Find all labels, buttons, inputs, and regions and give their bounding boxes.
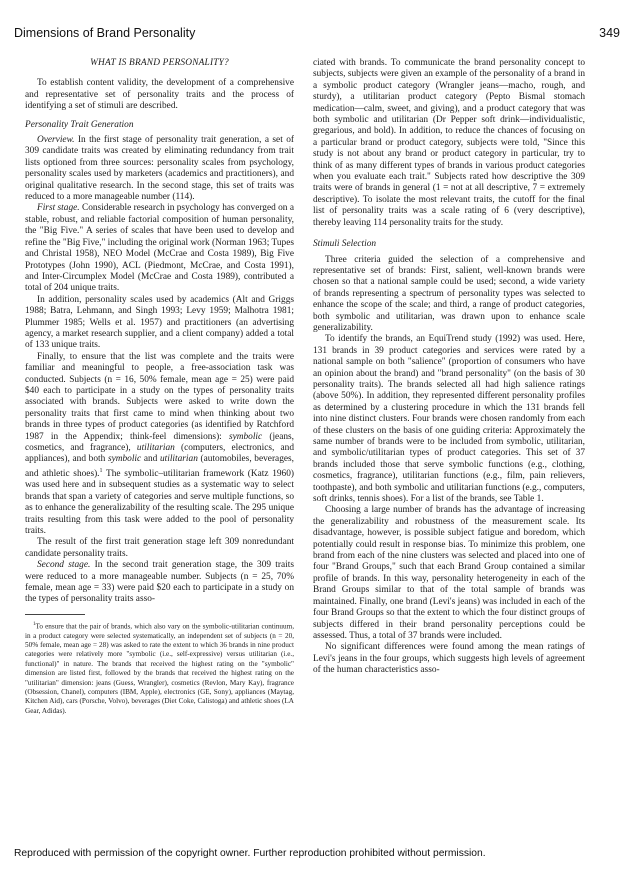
second-stage-paragraph — [25, 560, 294, 606]
left-column — [25, 58, 294, 716]
identify-paragraph: To identify the brands, an EquiTrend study (1992) was used. Here, 131 brands in 39 product categories and services were rated by a national sample on both "salience" (proportion of consumers who have an opinion about the brand) and "brand personality" (on the basis of 30 personality traits). The brands selected all had high salience ratings (above 50%). In addition, they represented different personality profiles as determined by a clustering procedure in which the 131 brands fell into nine distinct clusters. Four brands were chosen randomly from each of these clusters on the basis of one guiding criteria: Approximately the same number of brands were to be included from symbolic, utilitarian, and symbolic/utilitarian types of product categories. This set of 37 brands included those that serve symbolic functions (e.g., clothing, cosmetics, fragrance), utilitarian functions (e.g., film, pain relievers, toothpaste), and both symbolic and utilitarian functions (e.g., computers, soft drinks, tennis shoes). For a list of the brands, see Table 1. — [313, 334, 585, 505]
symbolic-term: symbolic — [228, 431, 263, 442]
page-number: 349 — [599, 26, 620, 40]
result-paragraph: The result of the first trait generation stage left 309 nonredundant candidate personality traits. — [25, 537, 294, 559]
first-stage-label: First stage. — [37, 203, 80, 214]
finally-text-b: (jeans, cosmetics, and fragrance), — [25, 431, 294, 453]
subhead-stimuli-selection: Stimuli Selection — [313, 239, 377, 250]
section-title: WHAT IS BRAND PERSONALITY? — [90, 58, 229, 68]
finally-text-f: The symbolic–utilitarian framework (Katz 1960) was used here and in subsequent studies as a systematic way to select brands that span a variety of categories and serve multiple functions, so as to enhance the generalizability of the resulting scale. The 295 unique traits resulting from this task were added to the pool of personality traits. — [25, 468, 294, 536]
overview-text: In the first stage of personality trait generation, a set of 309 candidate traits was created by eliminating redundancy from trait lists optioned from three sources: personality scales from psychology, personality scales used by marketers (academics and practitioners), and original qualitative research. In the second stage, this set of traits was reduced to a more manageable number (114). — [25, 135, 294, 203]
no-significant-paragraph: No significant differences were found among the mean ratings of Levi's jeans in the four groups, which suggests high levels of agreement of the human characteristics asso- — [313, 642, 585, 676]
overview-label: Overview. — [37, 135, 75, 146]
symbolic-term-second: symbolic — [107, 454, 142, 465]
finally-text-d: and — [141, 454, 160, 465]
second-stage-text: In the second trait generation stage, the 309 traits were reduced to a more manageable number. Subjects (n = 25, 70% female, mean age = 33) were paid $20 each to participate in a study on the types of personality traits asso- — [25, 560, 294, 605]
first-stage-text: Considerable research in psychology has converged on a stable, robust, and reliable factorial composition of human personality, the "Big Five." A series of scales that have been used to develop and refine the "Big Five," including the original work (Norman 1963; Tupes and Christal 1958), NEO Model (McCrae and Costa 1989), Big Five Prototypes (John 1990), ACL (Piedmont, McCrae, and Costa 1991), and Inter-Circumplex Model (McCrae and Costa 1989), contributed a total of 204 unique traits. — [25, 203, 294, 294]
finally-text-a: Finally, to ensure that the list was complete and the traits were familiar and meaningful to people, a free-association task was conducted. Subjects (n = 16, 50% female, mean age = 25) were paid $40 each to participate in a study on the types of personality traits associated with brands. Subjects were asked to write down the personality traits that first came to mind when thinking about two brands in three types of product categories (as identified by Ratchford 1987 in the Appendix; think-feel dimensions): — [25, 351, 294, 442]
utilitarian-term: utilitarian — [136, 443, 175, 453]
intro-paragraph: To establish content validity, the development of a comprehensive and representative set of personality traits and the process of identifying a set of stimuli are described. — [25, 78, 294, 112]
footnote-divider — [25, 614, 85, 615]
addition-paragraph: In addition, personality scales used by academics (Alt and Griggs 1988; Batra, Lehmann, and Singh 1993; Levy 1959; Malhotra 1981; Plummer 1985; Wells et al. 1957) and practitioners (an advertising agency, a market research supplier, and a client company) added a total of 133 unique traits. — [25, 294, 294, 351]
footnote-text: To ensure that the pair of brands, which also vary on the symbolic-utilitarian continuum, in a product category were selected systematically, an independent set of subjects (n = 20, 50% female, mean age = 28) was asked to rate the extent to which 36 brands in nine product categories were relatively more "symbolic (i.e., self-expressive) versus utilitarian (i.e., functional)" in nature. The brands that received the highest rating on the "symbolic" dimension are listed first, followed by the brands that received the highest rating on the "utilitarian" dimension: jeans (Guess, Wrangler), cosmetics (Revlon, Mary Kay), fragrance (Obsession, Chanel), computers (IBM, Apple), electronics (GE, Sony), appliances (Maytag, Kitchen Aid), cars (Porsche, Volvo), beverages (Diet Coke, Calistoga) and athletic shoes (LA Gear, Adidas). — [25, 622, 294, 715]
finally-paragraph — [25, 352, 294, 538]
second-stage-label: Second stage. — [37, 560, 91, 571]
footnote — [25, 620, 294, 716]
footnote-number: 1 — [33, 621, 36, 627]
continuation-paragraph: ciated with brands. To communicate the brand personality concept to subjects, subjects were given an example of the personality of a brand in a symbolic product category (Wrangler jeans—macho, rough, and sturdy), a utilitarian product category (Pepto Bismal stomach medication—calm, sweet, and giving), and a product category that was both symbolic and utilitarian (Dr Pepper soft drink—individualistic, gregarious, and bold). In addition, to reduce the chances of focusing on a particular brand or product category, subjects were told, "Since this study is not about any brand or product category in particular, try to think of as many different types of brands in various product categories when you evaluate each trait." Subjects rated how descriptive the 309 traits were of brands in general (1 = not at all descriptive, 7 = extremely descriptive). To isolate the most relevant traits, the cutoff for the final list of personality traits was a scale rating of 6 (very descriptive), thereby leaving 114 personality traits for the study. — [313, 58, 585, 228]
finally-text-e: (automobiles, beverages, and athletic shoes). — [25, 454, 294, 479]
right-column — [313, 58, 585, 677]
criteria-paragraph: Three criteria guided the selection of a comprehensive and representative set of brands: First, salient, well-known brands were chosen so that a national sample could be used; second, a wide variety of brands representing a spectrum of personality types was selected to enhance the scope of the scale; and third, a range of product categories, both symbolic and utilitarian, was drawn upon to enhance scale generalizability. — [313, 254, 585, 333]
utilitarian-term-second: utilitarian — [159, 454, 198, 465]
running-title: Dimensions of Brand Personality — [14, 26, 196, 40]
finally-text-c: (computers, electronics, and appliances), and both — [25, 443, 294, 465]
overview-paragraph — [25, 135, 294, 203]
choosing-paragraph: Choosing a large number of brands has the advantage of increasing the generalizability and robustness of the measurement scale. Its disadvantage, however, is possible subject fatigue and boredom, which potentially could result in response bias. To minimize this problem, one brand from each of the nine clusters was selected and placed into one of four "Brand Groups," such that each Brand Group contained a similar profile of brands. In this way, personality heterogeneity in each of the Brand Groups similar to that of the total sample of brands was maintained. Finally, one brand (Levi's jeans) was included in each of the four Brand Groups so that the extent to which the four distinct groups of subjects differed in their brand personality perceptions could be assessed. Thus, a total of 37 brands were included. — [313, 505, 585, 641]
copyright-notice: Reproduced with permission of the copyright owner. Further reproduction prohibited without permission. — [14, 848, 486, 859]
first-stage-paragraph — [25, 203, 294, 294]
footnote-marker: 1 — [99, 467, 103, 474]
subhead-personality-trait-generation: Personality Trait Generation — [25, 119, 134, 130]
